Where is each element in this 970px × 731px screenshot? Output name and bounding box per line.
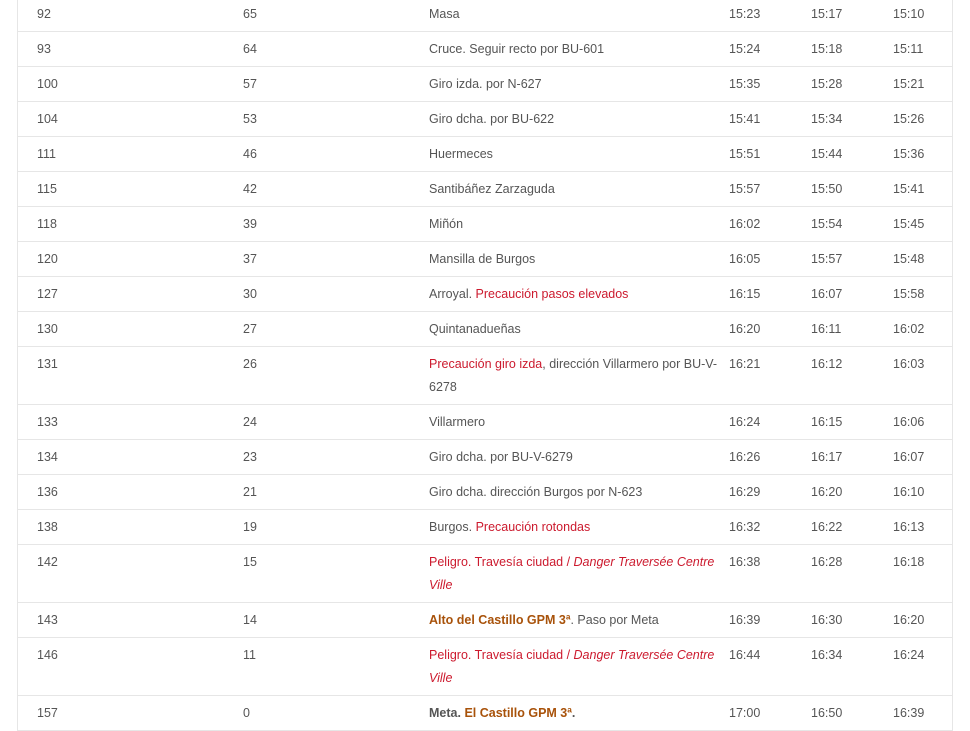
table-row — [18, 102, 953, 137]
table-row — [18, 347, 953, 405]
description-segment: Cruce. Seguir recto por BU-601 — [429, 42, 605, 56]
remaining-km-cell: 64 — [230, 32, 424, 67]
time-medium-cell: 16:28 — [807, 545, 889, 603]
table-row — [18, 242, 953, 277]
time-medium-cell: 15:18 — [807, 32, 889, 67]
table-row — [18, 172, 953, 207]
time-fast-cell: 16:21 — [725, 347, 807, 405]
km-cell: 142 — [18, 545, 231, 603]
remaining-km-cell: 30 — [230, 277, 424, 312]
time-fast-cell: 16:44 — [725, 638, 807, 696]
description-cell — [424, 0, 725, 32]
table-row — [18, 0, 953, 32]
description-cell — [424, 277, 725, 312]
description-cell — [424, 67, 725, 102]
table-row — [18, 696, 953, 731]
km-cell: 111 — [18, 137, 231, 172]
time-slow-cell: 15:11 — [889, 32, 953, 67]
description-segment: Giro dcha. por BU-622 — [429, 112, 555, 126]
description-segment: Arroyal. — [429, 287, 476, 301]
time-slow-cell: 16:10 — [889, 475, 953, 510]
time-slow-cell: 16:03 — [889, 347, 953, 405]
description-segment: Giro dcha. por BU-V-6279 — [429, 450, 573, 464]
time-medium-cell: 15:17 — [807, 0, 889, 32]
time-fast-cell: 16:24 — [725, 405, 807, 440]
time-medium-cell: 15:34 — [807, 102, 889, 137]
description-segment: Quintanadueñas — [429, 322, 521, 336]
time-medium-cell: 16:17 — [807, 440, 889, 475]
table-row — [18, 475, 953, 510]
time-slow-cell: 16:02 — [889, 312, 953, 347]
km-cell: 127 — [18, 277, 231, 312]
km-cell: 92 — [18, 0, 231, 32]
remaining-km-cell: 24 — [230, 405, 424, 440]
time-fast-cell: 17:00 — [725, 696, 807, 731]
remaining-km-cell: 23 — [230, 440, 424, 475]
description-cell — [424, 102, 725, 137]
description-segment: Burgos. — [429, 520, 476, 534]
table-row — [18, 32, 953, 67]
description-cell — [424, 638, 725, 696]
description-segment: Precaución pasos elevados — [475, 287, 629, 301]
description-segment: Precaución rotondas — [475, 520, 591, 534]
remaining-km-cell: 26 — [230, 347, 424, 405]
remaining-km-cell: 42 — [230, 172, 424, 207]
km-cell: 118 — [18, 207, 231, 242]
table-row — [18, 440, 953, 475]
time-slow-cell: 16:20 — [889, 603, 953, 638]
description-cell — [424, 312, 725, 347]
time-slow-cell: 16:18 — [889, 545, 953, 603]
remaining-km-cell: 37 — [230, 242, 424, 277]
time-slow-cell: 16:39 — [889, 696, 953, 731]
time-fast-cell: 16:20 — [725, 312, 807, 347]
time-slow-cell: 16:24 — [889, 638, 953, 696]
description-cell — [424, 242, 725, 277]
description-cell — [424, 32, 725, 67]
description-cell — [424, 696, 725, 731]
table-row — [18, 510, 953, 545]
time-fast-cell: 15:51 — [725, 137, 807, 172]
time-fast-cell: 15:24 — [725, 32, 807, 67]
km-cell: 146 — [18, 638, 231, 696]
time-slow-cell: 15:45 — [889, 207, 953, 242]
km-cell: 104 — [18, 102, 231, 137]
remaining-km-cell: 65 — [230, 0, 424, 32]
description-cell — [424, 405, 725, 440]
km-cell: 100 — [18, 67, 231, 102]
remaining-km-cell: 14 — [230, 603, 424, 638]
table-row — [18, 603, 953, 638]
description-cell — [424, 545, 725, 603]
time-slow-cell: 15:48 — [889, 242, 953, 277]
description-segment: Peligro. Travesía ciudad / — [429, 555, 574, 569]
itinerary-table — [17, 0, 953, 731]
km-cell: 143 — [18, 603, 231, 638]
time-fast-cell: 16:15 — [725, 277, 807, 312]
time-medium-cell: 16:11 — [807, 312, 889, 347]
description-segment: Villarmero — [429, 415, 486, 429]
description-cell — [424, 172, 725, 207]
km-cell: 130 — [18, 312, 231, 347]
km-cell: 136 — [18, 475, 231, 510]
description-segment: Miñón — [429, 217, 464, 231]
time-slow-cell: 15:41 — [889, 172, 953, 207]
time-fast-cell: 15:35 — [725, 67, 807, 102]
time-slow-cell: 15:10 — [889, 0, 953, 32]
time-medium-cell: 15:28 — [807, 67, 889, 102]
description-cell — [424, 207, 725, 242]
remaining-km-cell: 57 — [230, 67, 424, 102]
time-medium-cell: 16:30 — [807, 603, 889, 638]
km-cell: 115 — [18, 172, 231, 207]
remaining-km-cell: 0 — [230, 696, 424, 731]
time-fast-cell: 15:41 — [725, 102, 807, 137]
time-medium-cell: 16:50 — [807, 696, 889, 731]
remaining-km-cell: 11 — [230, 638, 424, 696]
time-fast-cell: 16:29 — [725, 475, 807, 510]
description-segment: Huermeces — [429, 147, 493, 161]
description-segment: Mansilla de Burgos — [429, 252, 536, 266]
description-cell — [424, 347, 725, 405]
description-segment: Meta. — [429, 706, 465, 720]
km-cell: 133 — [18, 405, 231, 440]
time-medium-cell: 15:57 — [807, 242, 889, 277]
time-medium-cell: 16:34 — [807, 638, 889, 696]
description-segment: Alto del Castillo GPM 3ª — [429, 613, 571, 627]
time-fast-cell: 15:23 — [725, 0, 807, 32]
itinerary-table-body — [18, 0, 953, 731]
time-medium-cell: 16:07 — [807, 277, 889, 312]
time-fast-cell: 16:39 — [725, 603, 807, 638]
description-cell — [424, 475, 725, 510]
description-segment: , dirección Villarmero por BU-V-6278 — [429, 357, 718, 394]
remaining-km-cell: 27 — [230, 312, 424, 347]
description-segment: . Paso por Meta — [570, 613, 659, 627]
time-medium-cell: 16:12 — [807, 347, 889, 405]
time-slow-cell: 15:58 — [889, 277, 953, 312]
description-segment: . — [571, 706, 576, 720]
description-segment: Giro izda. por N-627 — [429, 77, 542, 91]
table-row — [18, 312, 953, 347]
table-row — [18, 638, 953, 696]
table-row — [18, 277, 953, 312]
table-row — [18, 545, 953, 603]
description-cell — [424, 440, 725, 475]
time-fast-cell: 16:32 — [725, 510, 807, 545]
time-fast-cell: 16:26 — [725, 440, 807, 475]
table-row — [18, 137, 953, 172]
remaining-km-cell: 21 — [230, 475, 424, 510]
time-medium-cell: 16:15 — [807, 405, 889, 440]
description-segment: Masa — [429, 7, 460, 21]
time-slow-cell: 16:07 — [889, 440, 953, 475]
table-row — [18, 67, 953, 102]
time-medium-cell: 15:50 — [807, 172, 889, 207]
time-medium-cell: 15:54 — [807, 207, 889, 242]
km-cell: 134 — [18, 440, 231, 475]
km-cell: 120 — [18, 242, 231, 277]
description-segment: Giro dcha. dirección Burgos por N-623 — [429, 485, 643, 499]
km-cell: 157 — [18, 696, 231, 731]
remaining-km-cell: 15 — [230, 545, 424, 603]
remaining-km-cell: 46 — [230, 137, 424, 172]
km-cell: 131 — [18, 347, 231, 405]
description-segment: Danger Traversée Centre Ville — [429, 648, 715, 685]
time-medium-cell: 16:22 — [807, 510, 889, 545]
km-cell: 138 — [18, 510, 231, 545]
time-fast-cell: 16:05 — [725, 242, 807, 277]
description-cell — [424, 603, 725, 638]
description-segment: Precaución giro izda — [429, 357, 543, 371]
description-segment: El Castillo GPM 3ª — [464, 706, 572, 720]
remaining-km-cell: 19 — [230, 510, 424, 545]
time-fast-cell: 16:38 — [725, 545, 807, 603]
description-segment: Danger Traversée Centre Ville — [429, 555, 715, 592]
remaining-km-cell: 39 — [230, 207, 424, 242]
description-cell — [424, 510, 725, 545]
description-segment: Peligro. Travesía ciudad / — [429, 648, 574, 662]
time-fast-cell: 16:02 — [725, 207, 807, 242]
time-slow-cell: 16:06 — [889, 405, 953, 440]
time-fast-cell: 15:57 — [725, 172, 807, 207]
time-slow-cell: 15:21 — [889, 67, 953, 102]
km-cell: 93 — [18, 32, 231, 67]
table-row — [18, 405, 953, 440]
description-segment: Santibáñez Zarzaguda — [429, 182, 555, 196]
time-slow-cell: 15:26 — [889, 102, 953, 137]
table-row — [18, 207, 953, 242]
time-slow-cell: 16:13 — [889, 510, 953, 545]
time-medium-cell: 15:44 — [807, 137, 889, 172]
remaining-km-cell: 53 — [230, 102, 424, 137]
time-slow-cell: 15:36 — [889, 137, 953, 172]
description-cell — [424, 137, 725, 172]
time-medium-cell: 16:20 — [807, 475, 889, 510]
